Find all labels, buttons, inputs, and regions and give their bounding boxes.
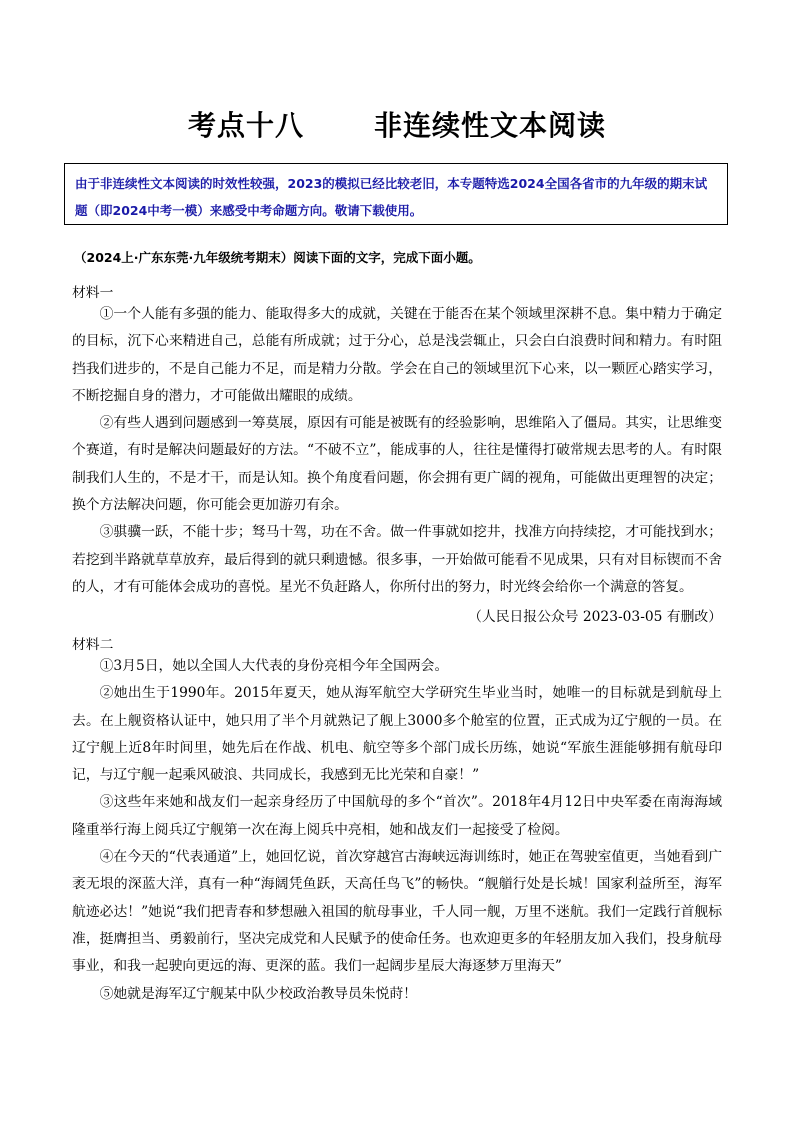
page-title: [0, 104, 794, 144]
title-right: 非连续性文本阅读: [374, 109, 607, 142]
material1-paragraph: ①一个人能有多强的能力、能取得多大的成就，关键在于能否在某个领域里深耕不息。集中精力于确定的目标，沉下心来精进自己，总能有所成就；过于分心，总是浅尝辄止，只会白白浪费时间和精力。有时阻挡我们进步的，不是自己能力不足，而是精力分散。学会在自己的领域里沉下心来，以一颗匠心踏实学习，不断挖掘自身的潜力，才可能做出耀眼的成绩。: [72, 306, 722, 404]
notice-box: 由于非连续性文本阅读的时效性较强，2023的模拟已经比较老旧，本专题特选2024全国各省市的九年级的期末试题（即2024中考一模）来感受中考命题方向。敬请下载使用。: [64, 163, 728, 225]
material1-source: （人民日报公众号 2023-03-05 有删改）: [468, 609, 722, 625]
material1-paragraph: ③骐骥一跃，不能十步；驽马十驾，功在不舍。做一件事就如挖井，找准方向持续挖，才可能找到水；若挖到半路就草草放弃，最后得到的就只剩遗憾。很多事，一开始做可能看不见成果，只有对目标锲而不舍的人，才有可能体会成功的喜悦。星光不负赶路人，你所付出的努力，时光终会给你一个满意的答复。: [72, 524, 722, 595]
material2-paragraph: ⑤她就是海军辽宁舰某中队少校政治教导员朱悦莳！: [99, 985, 417, 1002]
material2-paragraph: ①3月5日，她以全国人大代表的身份亮相今年全国两会。: [99, 658, 449, 674]
material2-paragraph: ②她出生于1990年。2015年夏天，她从海军航空大学研究生毕业当时，她唯一的目标就是到航母上去。在上舰资格认证中，她只用了半个月就熟记了舰上3000多个舱室的位置，正式成为辽宁舰的一员。在辽宁舰上近8年时间里，她先后在作战、机电、航空等多个部门成长历练，她说“军旅生涯能够拥有航母印记，与辽宁舰一起乘风破浪、共同成长，我感到无比光荣和自豪！”: [72, 685, 722, 784]
material1-label: 材料一: [72, 285, 114, 301]
material2-paragraph: ④在今天的“代表通道”上，她回忆说，首次穿越宫古海峡远海训练时，她正在驾驶室值更，当她看到广袤无垠的深蓝大洋，真有一种“海阔凭鱼跃，天高任鸟飞”的畅快。“舰艏行处是长城！国家利益所至，海军航迹必达！”她说“我们把青春和梦想融入祖国的航母事业，千人同一舰，万里不迷航。我们一定践行首舰标准，挺膺担当、勇毅前行，坚决完成党和人民赋予的使命任务。也欢迎更多的年轻朋友加入我们，投身航母事业，和我一起驶向更远的海、更深的蓝。我们一起阔步星辰大海逐梦万里海天”: [72, 849, 722, 975]
title-left: 考点十八: [187, 109, 304, 142]
material1-paragraph: ②有些人遇到问题感到一筹莫展，原因有可能是被既有的经验影响，思维陷入了僵局。其实，让思维变个赛道，有时是解决问题最好的方法。“不破不立”，能成事的人，往往是懂得打破常规去思考的人。有时限制我们人生的，不是才干，而是认知。换个角度看问题，你会拥有更广阔的视角，可能做出更理智的决定；换个方法解决问题，你可能会更加游刃有余。: [72, 415, 722, 514]
material2-body: [72, 653, 722, 1008]
material1-body: [72, 301, 722, 601]
question-heading: （2024上·广东东莞·九年级统考期末）阅读下面的文字，完成下面小题。: [74, 250, 481, 265]
material2-label: 材料二: [72, 637, 114, 653]
material2-paragraph: ③这些年来她和战友们一起亲身经历了中国航母的多个“首次”。2018年4月12日中央军委在南海海域隆重举行海上阅兵辽宁舰第一次在海上阅兵中亮相，她和战友们一起接受了检阅。: [72, 794, 722, 838]
